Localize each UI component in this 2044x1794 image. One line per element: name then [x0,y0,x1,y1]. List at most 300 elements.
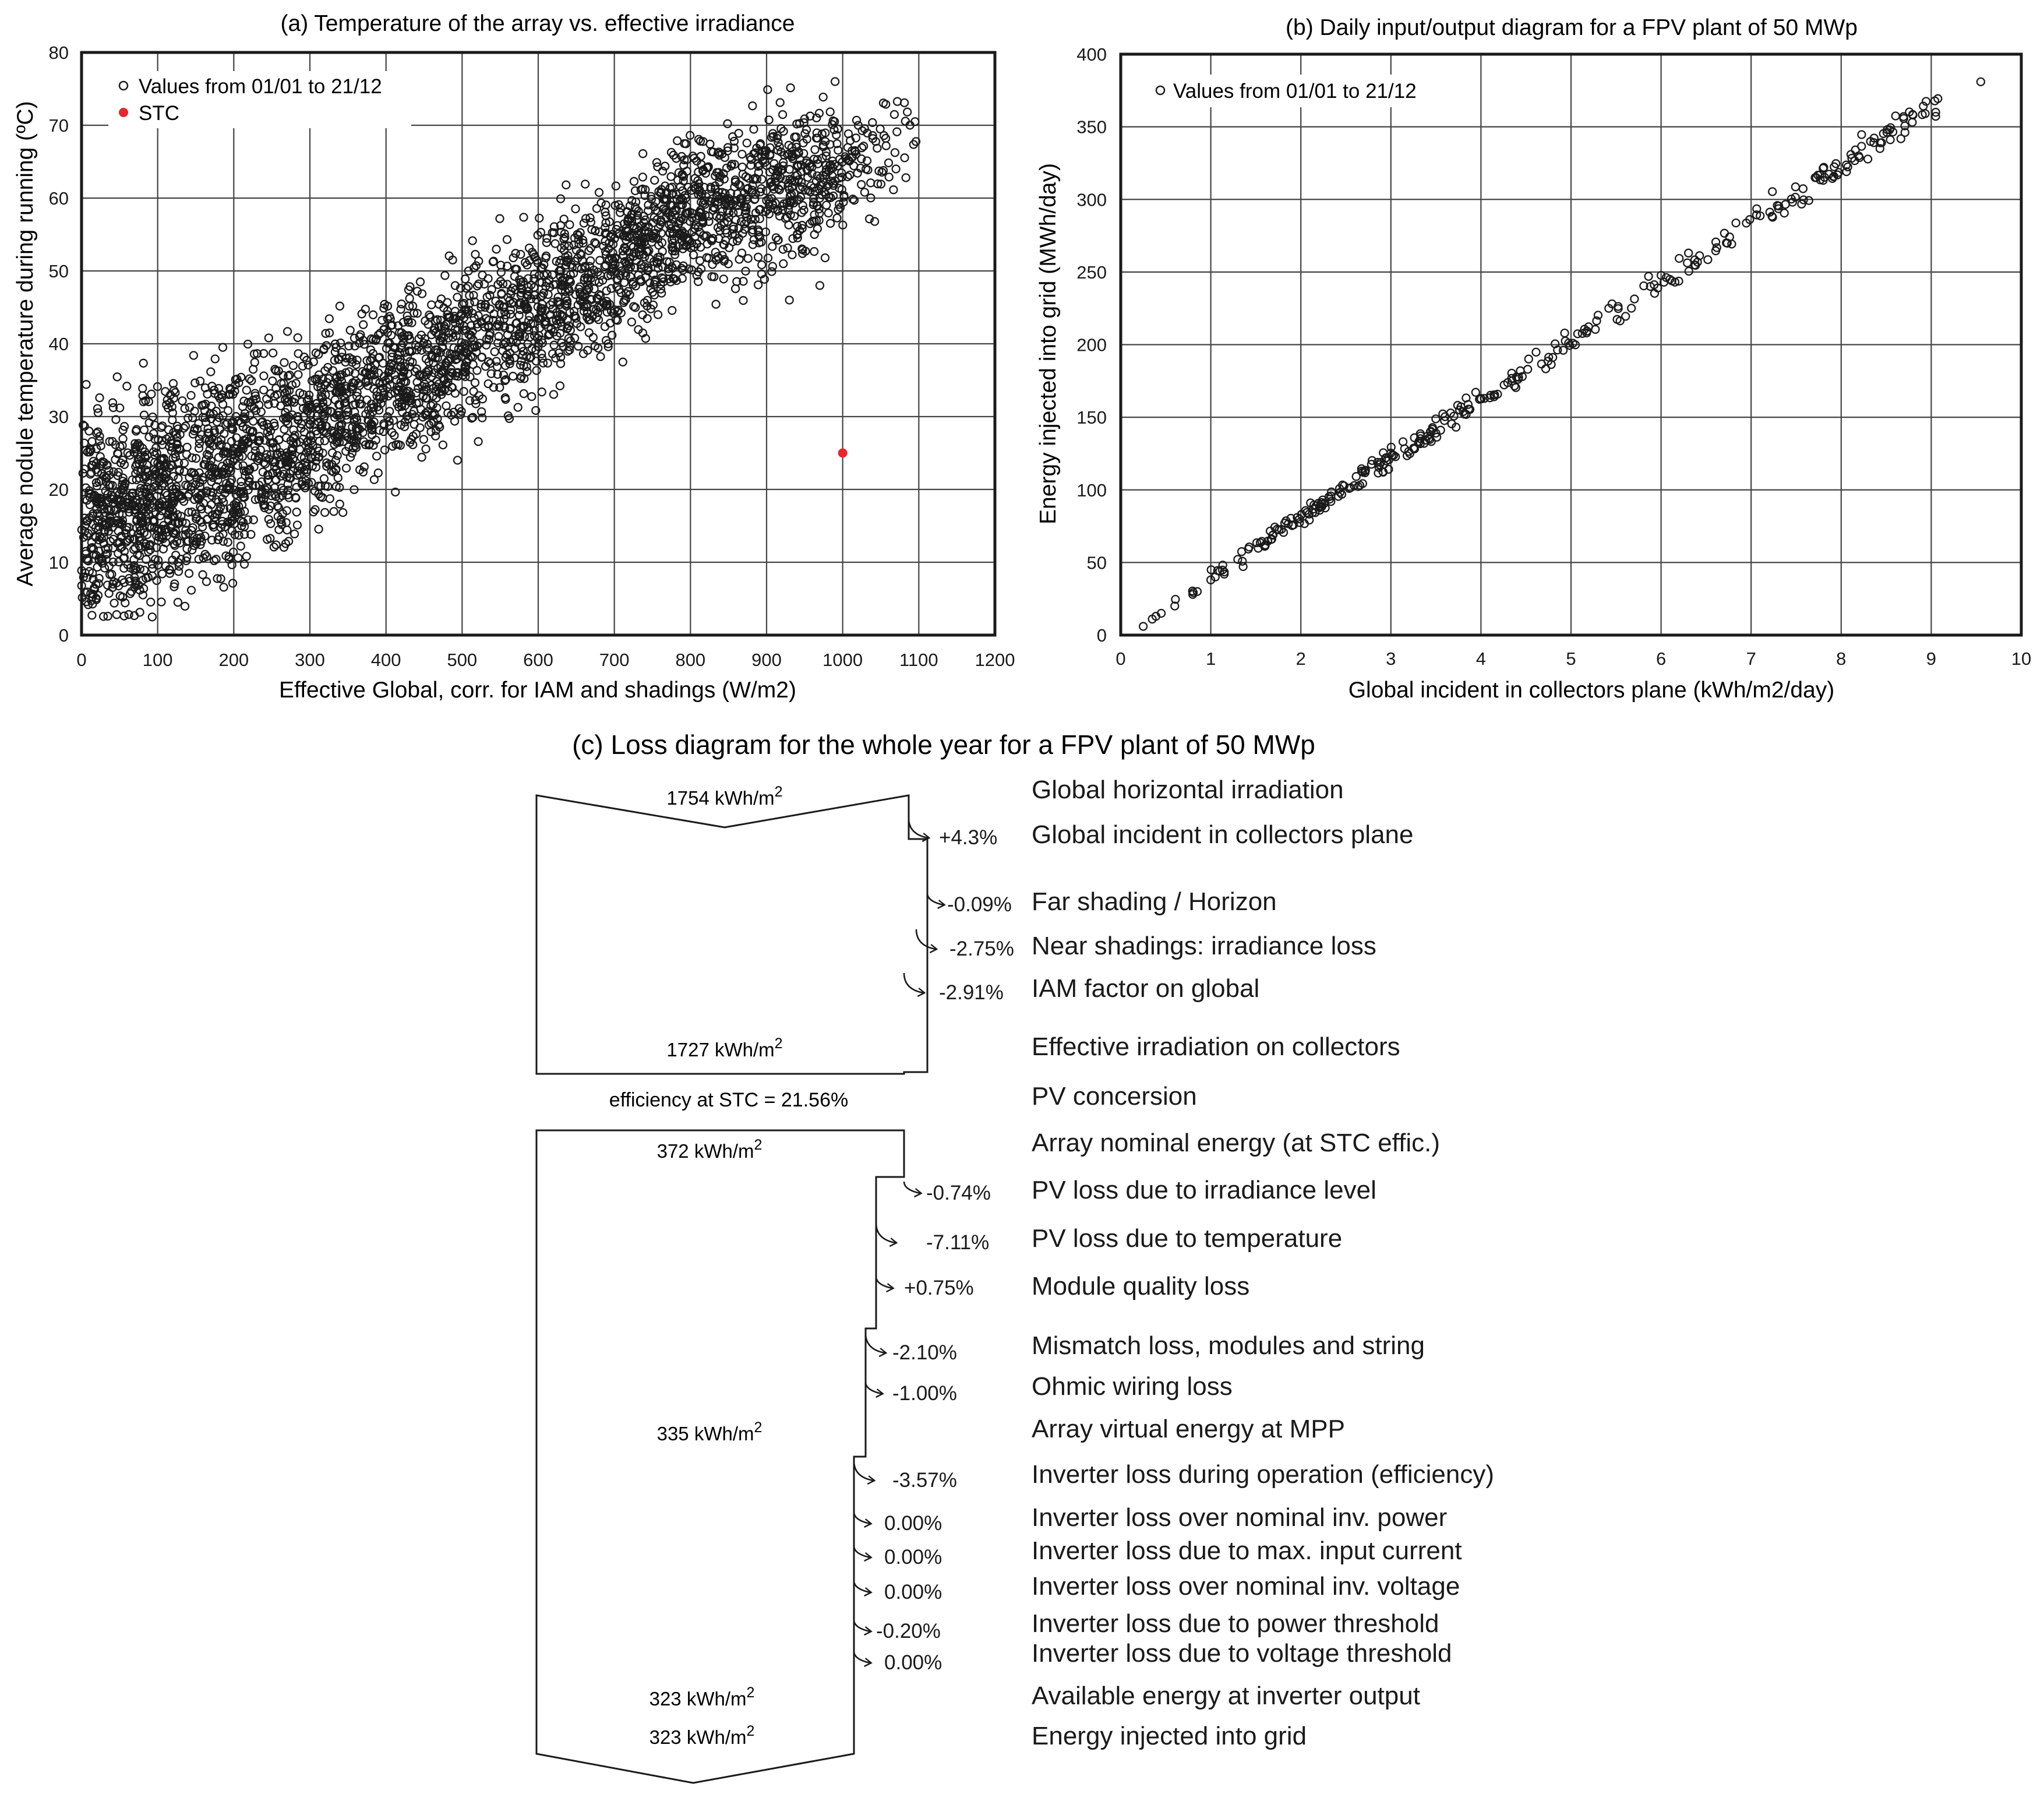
chart-a-data-point [188,587,195,594]
chart-a-data-point [243,386,250,394]
chart-a-data-point [827,108,834,116]
chart-a-ytick-label: 50 [48,261,69,281]
chart-a-data-point [290,426,297,433]
chart-a-data-point [764,86,771,93]
chart-a-data-point [114,373,121,380]
chart-b [1036,15,2031,703]
chart-a-data-point [121,612,128,620]
chart-a-data-point [789,251,796,259]
chart-b-data-point [1721,230,1728,237]
chart-a-data-point [779,246,787,253]
chart-a-data-point [491,348,499,355]
chart-a-data-point [538,388,546,396]
chart-a-data-point [284,327,291,335]
chart-a-data-point [750,125,758,133]
chart-a-data-point [465,283,472,290]
chart-a-data-point [140,411,148,419]
chart-a-data-point [183,545,191,552]
loss-diagram-title: (c) Loss diagram for the whole year for a FPV plant of 50 MWp [572,729,1315,760]
chart-b-data-point [1781,209,1788,217]
chart-a-data-point [351,334,358,342]
chart-a-legend-series-stc: STC [139,102,179,125]
chart-a-data-point [224,538,232,546]
chart-b-data-point [1892,112,1900,120]
chart-a-data-point [85,427,93,435]
chart-a-data-point [889,186,897,193]
loss-row-value: -2.75% [949,937,1014,960]
chart-a-data-point [188,392,195,399]
chart-a-data-point [211,355,219,363]
chart-a-data-point [732,285,739,292]
chart-b-xtick-label: 7 [1746,648,1756,669]
chart-a-data-point [738,150,746,158]
chart-a-data-point [520,390,528,397]
chart-a-data-point [406,295,414,302]
chart-a-data-point [330,507,338,515]
chart-a-legend [108,71,411,128]
loss-row-label: PV concersion [1032,1082,1197,1111]
chart-a-data-point [229,580,236,587]
chart-a-data-point [526,333,534,341]
chart-b-data-point [1524,365,1531,373]
chart-b-data-point [1799,185,1807,192]
chart-a-data-point [441,272,449,279]
chart-b-data-point [1139,623,1147,630]
chart-a-data-point [566,221,574,228]
chart-b-ytick-label: 400 [1076,44,1107,65]
chart-a-data-point [210,557,218,565]
chart-a-data-point [850,162,857,170]
chart-a-data-point [96,394,104,401]
chart-a-data-point [485,380,492,387]
chart-a-xtick-label: 200 [218,650,249,670]
loss-row-label: Ohmic wiring loss [1032,1372,1233,1401]
chart-a-data-point [762,228,769,236]
chart-a-title: (a) Temperature of the array vs. effective irradiance [280,11,795,36]
chart-a-data-point [125,611,133,618]
chart-a-data-point [220,583,228,591]
chart-a-data-point [589,334,597,341]
chart-a-data-point [857,181,865,188]
chart-b-data-point [1858,131,1865,139]
chart-a-ytick-label: 70 [48,115,69,136]
chart-a-data-point [475,280,482,288]
chart-a-ytick-label: 10 [48,552,69,573]
chart-a-data-point [290,362,297,369]
loss-row-value: -3.57% [892,1469,957,1492]
loss-flow-arrow [854,1546,870,1557]
chart-a-xtick-label: 1000 [822,650,863,670]
loss-row-label: Array virtual energy at MPP [1032,1415,1345,1443]
chart-b-data-point [1792,183,1799,191]
chart-a-stc-point [838,449,848,458]
energy-label-available-inverter-output: 323 kWh/$m^2$ [649,1684,755,1710]
chart-a-data-point [269,377,276,385]
loss-row-label: IAM factor on global [1032,974,1260,1003]
chart-a-data-point [724,120,732,128]
energy-label-injected-grid: 323 kWh/$m^2$ [649,1723,755,1748]
chart-a-data-point [291,530,298,538]
loss-row-label: Mismatch loss, modules and string [1032,1331,1425,1360]
chart-a-data-point [754,253,762,261]
chart-a-data-point [184,414,192,422]
chart-a-data-point [831,78,839,86]
chart-b-ytick-label: 0 [1096,625,1107,646]
chart-a-data-point [891,149,899,156]
chart-a-data-point [821,254,829,262]
chart-a-data-point [320,475,328,482]
chart-a-data-point [785,221,793,229]
chart-a-data-point [191,379,199,387]
chart-a-data-point [496,215,504,223]
chart-a-data-point [562,181,570,189]
chart-b-data-point [1574,330,1581,337]
chart-a-data-point [294,371,302,378]
chart-b-data-point [1977,78,1985,86]
chart-a-data-point [550,391,557,399]
chart-a-data-point [743,139,751,147]
loss-row-label: Inverter loss during operation (efficiency) [1032,1460,1495,1489]
chart-a-data-point [234,554,242,562]
chart-a-data-point [846,171,853,179]
chart-a-data-point [326,315,333,323]
loss-row-value: +4.3% [939,826,998,849]
chart-a-data-point [787,84,795,91]
chart-b-data-point [1683,259,1691,267]
chart-a-data-point [902,118,909,125]
chart-a-data-point [639,150,647,157]
chart-a-data-point [585,329,593,337]
chart-a-data-point [321,509,329,516]
loss-row-label: Inverter loss over nominal inv. power [1032,1503,1448,1532]
chart-a-xtick-label: 1100 [899,650,938,670]
loss-row-label: Energy injected into grid [1032,1722,1307,1750]
loss-row-value: -2.91% [939,981,1004,1004]
chart-a-data-point [572,205,580,213]
chart-a-data-point [293,508,301,516]
loss-row-label: Effective irradiation on collectors [1032,1032,1400,1061]
chart-a-legend-stc-marker [119,108,128,117]
chart-b-xtick-label: 1 [1205,648,1216,669]
chart-a-data-point [810,248,818,255]
chart-a-data-point [756,215,764,223]
chart-b-xtick-label: 9 [1926,648,1937,669]
chart-b-ytick-label: 200 [1076,334,1107,355]
chart-a-data-point [822,202,830,209]
chart-a-data-point [827,220,834,227]
chart-b-data-point [1732,219,1740,227]
chart-b-data-point [1645,273,1653,280]
loss-row-value: -7.11% [926,1231,990,1254]
chart-a-data-point [535,214,543,222]
chart-a-data-point [153,577,161,584]
chart-a-data-point [493,245,500,253]
chart-a-data-point [473,366,481,374]
chart-a-data-point [720,275,728,283]
energy-label-array-nominal: 372 kWh/$m^2$ [656,1137,762,1162]
chart-a-data-point [149,613,156,621]
loss-row-label: Near shadings: irradiance loss [1032,932,1376,960]
chart-a-data-point [315,526,323,533]
chart-a-xtick-label: 0 [76,650,87,670]
chart-b-data-point [1533,348,1540,356]
chart-a-data-point [867,179,874,186]
chart-a-data-point [471,379,479,386]
chart-a-data-point [593,205,601,212]
chart-a-data-point [359,321,367,329]
irradiation-flow-box [536,795,927,1074]
chart-a-data-point [885,173,893,181]
chart-a-data-point [181,602,189,610]
chart-a-data-point [602,201,610,209]
loss-flow-arrow [854,1651,870,1663]
chart-a-data-point [243,552,250,560]
loss-flow-arrow [854,1512,870,1524]
chart-a-data-point [281,359,288,366]
chart-a-ylabel: Average nodule temperature during running (ºC) [13,101,38,587]
chart-b-data-point [1432,415,1439,422]
chart-a-data-point [619,358,627,366]
chart-a-data-point [768,243,776,251]
chart-a-xtick-label: 500 [447,650,478,670]
chart-b-ytick-label: 250 [1076,262,1107,283]
loss-flow-arrow [927,893,944,905]
loss-diagram [536,729,1494,1783]
chart-a-data-point [343,464,350,472]
chart-a-data-point [475,438,482,445]
energy-label-global-horizontal: 1754 kWh/$m^2$ [666,784,783,809]
chart-a-data-point [88,612,96,619]
chart-a-data-point [758,261,765,269]
loss-row-label: PV loss due to temperature [1032,1224,1343,1253]
chart-a-data-point [654,311,662,319]
chart-a-data-point [420,436,428,443]
loss-row-label: Far shading / Horizon [1032,887,1277,916]
chart-b-data-point [1864,156,1872,163]
loss-row-label: Inverter loss due to max. input current [1032,1536,1462,1565]
chart-a-data-point [729,133,736,140]
efficiency-label: efficiency at STC = 21.56% [609,1089,849,1111]
chart-b-title: (b) Daily input/output diagram for a FPV plant of 50 MWp [1286,15,1858,40]
chart-a-data-point [739,163,746,171]
loss-rows [854,776,1494,1750]
chart-a-data-point [630,178,638,185]
chart-b-data-point [1908,118,1916,126]
chart-a-data-point [472,251,479,258]
chart-a-xtick-label: 1200 [975,650,1015,670]
chart-a-data-point [901,99,908,107]
chart-a-data-point [520,213,528,221]
chart-a-data-point [158,570,166,577]
chart-a-data-point [249,365,257,373]
loss-row-value: 0.00% [884,1651,942,1674]
chart-a-data-point [712,301,720,308]
chart-a-data-point [336,501,344,508]
chart-a-data-point [260,372,267,380]
chart-a-data-point [237,478,245,485]
chart-a-data-point [587,245,595,252]
chart-a-xtick-label: 600 [523,650,553,670]
chart-a-ytick-label: 30 [48,407,69,427]
chart-a-data-point [428,420,435,427]
chart-a-data-point [454,294,461,301]
chart-a-xtick-label: 100 [142,650,173,670]
chart-a-data-point [512,249,520,257]
chart-a-data-point [651,177,658,184]
chart-a-data-point [428,301,435,309]
loss-flow-arrow [876,1277,892,1288]
chart-a [13,11,1015,703]
chart-a-data-point [381,446,389,454]
loss-row-label: Global incident in collectors plane [1032,820,1414,849]
chart-a-data-point [416,278,424,286]
chart-a-xtick-label: 900 [751,650,782,670]
chart-a-data-point [179,397,186,404]
chart-a-data-point [902,174,910,182]
chart-a-data-point [321,437,329,445]
chart-a-data-point [514,404,522,411]
loss-row-value: +0.75% [904,1277,974,1299]
chart-a-data-point [181,405,189,413]
chart-a-data-point [443,402,450,410]
chart-a-data-point [744,255,752,262]
chart-a-data-point [370,476,378,484]
chart-a-data-point [83,380,90,388]
chart-a-data-point [207,368,214,376]
chart-a-data-point [668,306,676,314]
chart-b-data-point [1559,347,1567,354]
chart-a-data-point [903,108,911,116]
chart-a-data-point [89,438,96,445]
chart-b-legend-series-values: Values from 01/01 to 21/12 [1173,80,1417,103]
chart-a-data-point [550,341,558,349]
chart-a-data-point [786,297,793,304]
chart-a-data-point [820,93,827,101]
loss-row-value: 0.00% [884,1581,942,1603]
chart-a-data-point [816,282,824,290]
chart-a-data-point [506,415,513,422]
chart-a-data-point [497,269,505,276]
chart-a-data-point [469,237,476,245]
chart-b-data-point [1685,267,1693,275]
chart-a-data-point [123,382,130,390]
chart-a-data-point [117,592,124,600]
chart-b-data-point [1238,558,1246,565]
chart-a-data-point [754,281,762,288]
energy-label-array-virtual-mpp: 335 kWh/$m^2$ [656,1419,762,1444]
chart-b-xtick-label: 3 [1386,648,1396,669]
chart-a-data-point [140,359,147,367]
chart-a-data-point [779,260,787,267]
chart-a-data-point [326,495,334,502]
chart-b-data-point [1858,143,1865,150]
chart-b-ytick-label: 50 [1086,552,1107,573]
loss-row-label: Module quality loss [1032,1272,1250,1300]
chart-a-data-point [294,334,302,341]
chart-a-data-point [597,353,605,361]
chart-a-points [78,78,920,621]
chart-a-data-point [740,297,747,304]
chart-a-data-point [861,189,869,196]
chart-b-xtick-label: 8 [1836,648,1847,669]
loss-row-value: -2.10% [892,1341,957,1364]
chart-a-data-point [398,300,405,308]
chart-a-data-point [892,165,900,173]
chart-a-data-point [454,456,461,464]
chart-a-data-point [336,302,344,310]
chart-b-ytick-label: 100 [1076,480,1107,501]
chart-a-xlabel: Effective Global, corr. for IAM and shadings (W/m2) [279,678,796,703]
loss-row-label: Available energy at inverter output [1032,1682,1420,1710]
chart-a-xtick-label: 700 [599,650,630,670]
loss-row-value: 0.00% [884,1512,942,1535]
chart-b-data-point [1399,438,1407,446]
chart-a-data-point [478,353,486,361]
chart-a-data-point [369,311,377,319]
chart-a-data-point [428,428,435,436]
chart-b-data-point [1704,256,1711,263]
chart-a-data-point [510,254,517,262]
chart-a-data-point [891,111,898,118]
chart-a-data-point [241,561,248,568]
chart-b-xtick-label: 0 [1115,648,1126,669]
chart-a-data-point [764,254,772,262]
chart-a-data-point [556,382,564,390]
chart-a-data-point [246,375,253,383]
chart-a-data-point [503,236,511,244]
loss-row-label: Inverter loss over nominal inv. voltage [1032,1572,1460,1601]
chart-a-data-point [463,284,470,292]
chart-a-data-point [834,214,841,222]
chart-a-data-point [845,130,852,138]
chart-b-data-point [1630,295,1638,303]
chart-b-xtick-label: 6 [1655,648,1667,669]
chart-a-data-point [813,129,821,137]
chart-a-data-point [111,600,118,607]
chart-a-data-point [347,326,354,334]
chart-b-data-point [1844,163,1852,171]
chart-a-data-point [639,173,647,181]
chart-a-data-point [105,590,113,597]
chart-a-data-point [835,206,842,213]
chart-a-data-point [147,598,154,606]
chart-b-data-point [1375,469,1382,477]
chart-a-data-point [673,137,681,144]
chart-b-ytick-label: 300 [1076,189,1107,210]
chart-b-ylabel: Energy injected into grid (MWh/day) [1036,163,1061,524]
chart-a-xtick-label: 300 [295,650,325,670]
chart-a-data-point [882,101,889,108]
chart-a-data-point [94,563,101,571]
chart-a-xtick-label: 400 [370,650,401,670]
chart-a-data-point [239,462,247,470]
chart-a-data-point [811,146,819,153]
chart-a-data-point [422,445,430,453]
chart-a-data-point [439,441,447,449]
chart-a-data-point [183,443,191,451]
chart-b-xtick-label: 4 [1475,648,1487,669]
loss-flow-arrow [866,1382,882,1394]
chart-b-data-point [1525,355,1533,363]
chart-a-data-point [281,425,288,433]
chart-a-data-point [825,209,832,217]
chart-a-data-point [509,372,517,380]
chart-a-data-point [485,275,492,283]
loss-row-value: -0.09% [947,893,1012,916]
chart-a-data-point [251,358,259,366]
chart-a-data-point [486,305,494,313]
energy-label-effective-collectors: 1727 kWh/$m^2$ [666,1035,783,1060]
